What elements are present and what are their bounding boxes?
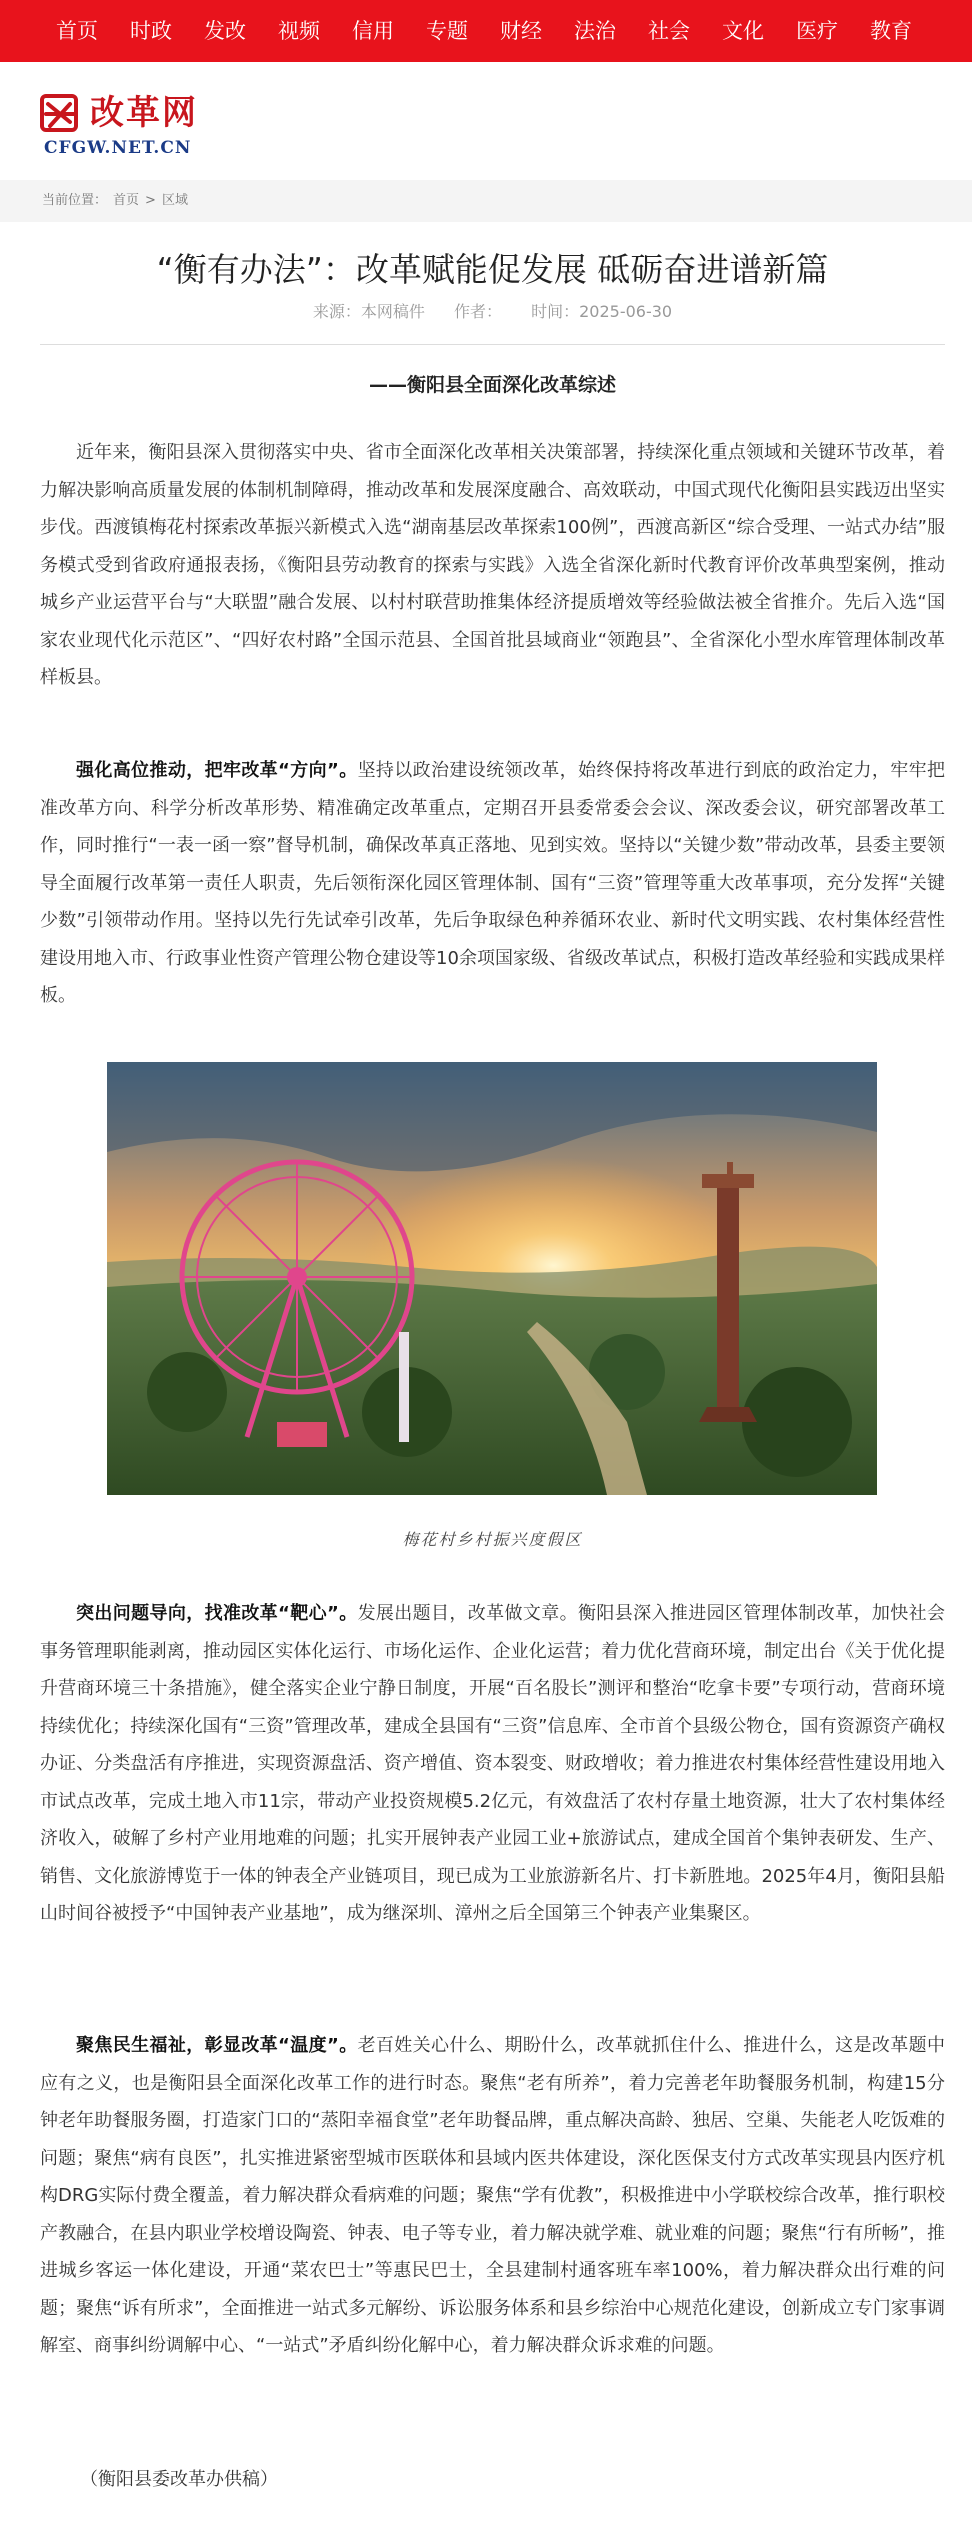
- nav-item-law[interactable]: 法治: [574, 19, 616, 43]
- logo-domain: CFGW.NET.CN: [44, 138, 192, 158]
- nav-item-medical[interactable]: 医疗: [796, 19, 838, 43]
- article-meta: [40, 300, 945, 324]
- logo-emblem-icon: [40, 92, 80, 134]
- top-nav-list: [0, 0, 972, 62]
- breadcrumb: [42, 180, 194, 222]
- paragraph-livelihood: [40, 2027, 945, 2365]
- nav-item-home[interactable]: 首页: [56, 19, 98, 43]
- paragraph-body: 坚持以政治建设统领改革，始终保持将改革进行到底的政治定力，牢牢把准改革方向、科学分析改革形势、精准确定改革重点，定期召开县委常委会会议、深改委会议，研究部署改革工作，同时推行“一表一函一察”督导机制，确保改革真正落地、见到实效。坚持以“关键少数”带动改革，县委主要领导全面履行改革第一责任人职责，先后领衔深化园区管理体制、国有“三资”管理等重大改革事项，充分发挥“关键少数”引领带动作用。坚持以先行先试牵引改革，先后争取绿色种养循环农业、新时代文明实践、农村集体经营性建设用地入市、行政事业性资产管理公物仓建设等10余项国家级、省级改革试点，积极打造改革经验和实践成果样板。: [40, 760, 945, 1006]
- article-footer-source: （衡阳县委改革办供稿）: [80, 2469, 278, 2490]
- nav-item-topics[interactable]: 专题: [426, 19, 468, 43]
- nav-item-society[interactable]: 社会: [648, 19, 690, 43]
- article-photo: [107, 1062, 877, 1495]
- breadcrumb-bar: [0, 180, 972, 222]
- article-subtitle: ——衡阳县全面深化改革综述: [368, 374, 616, 396]
- breadcrumb-home[interactable]: 首页: [113, 193, 140, 208]
- site-header: [0, 62, 972, 180]
- paragraph-lead: 强化高位推动，把牢改革“方向”。: [76, 760, 358, 781]
- photo-caption: 梅花村乡村振兴度假区: [402, 1530, 583, 1549]
- breadcrumb-prefix: 当前位置：: [42, 193, 108, 208]
- nav-item-politics[interactable]: 时政: [130, 19, 172, 43]
- nav-item-credit[interactable]: 信用: [352, 19, 394, 43]
- article-source: 来源：本网稿件: [312, 302, 425, 321]
- paragraph-body: 老百姓关心什么、期盼什么，改革就抓住什么、推进什么，这是改革题中应有之义，也是衡阳县全面深化改革工作的进行时态。聚焦“老有所养”，着力完善老年助餐服务机制，构建15分钟老年助餐服务圈，打造家门口的“蒸阳幸福食堂”老年助餐品牌，重点解决高龄、独居、空巢、失能老人吃饭难的问题；聚焦“病有良医”，扎实推进紧密型城市医联体和县域内医共体建设，深化医保支付方式改革实现县内医疗机构DRG实际付费全覆盖，着力解决群众看病难的问题；聚焦“学有优教”，积极推进中小学联校综合改革，推行职校产教融合，在县内职业学校增设陶瓷、钟表、电子等专业，着力解决就学难、就业难的问题；聚焦“行有所畅”，推进城乡客运一体化建设，开通“菜农巴士”等惠民巴士，全县建制村通客班车率100%，着力解决群众出行难的问题；聚焦“诉有所求”，全面推进一站式多元解纷、诉讼服务体系和县乡综治中心规范化建设，创新成立专门家事调解室、商事纠纷调解中心、“一站式”矛盾纠纷化解中心，着力解决群众诉求难的问题。: [40, 2035, 945, 2356]
- nav-item-video[interactable]: 视频: [278, 19, 320, 43]
- nav-item-development[interactable]: 发改: [204, 19, 246, 43]
- paragraph-intro: 近年来，衡阳县深入贯彻落实中央、省市全面深化改革相关决策部署，持续深化重点领域和关键环节改革，着力解决影响高质量发展的体制机制障碍，推动改革和发展深度融合、高效联动，中国式现代化衡阳县实践迈出坚实步伐。西渡镇梅花村探索改革振兴新模式入选“湖南基层改革探索100例”，西渡高新区“综合受理、一站式办结”服务模式受到省政府通报表扬，《衡阳县劳动教育的探索与实践》入选全省深化新时代教育评价改革典型案例，推动城乡产业运营平台与“大联盟”融合发展、以村村联营助推集体经济提质增效等经验做法被全省推介。先后入选“国家农业现代化示范区”、“四好农村路”全国示范县、全国首批县域商业“领跑县”、全省深化小型水库管理体制改革样板县。: [40, 442, 945, 688]
- logo-name: 改革网: [90, 93, 198, 133]
- top-nav: [0, 0, 972, 62]
- paragraph-direction: [40, 752, 945, 1015]
- paragraph-lead: 聚焦民生福祉，彰显改革“温度”。: [76, 2035, 358, 2056]
- paragraph-lead: 突出问题导向，找准改革“靶心”。: [76, 1603, 358, 1624]
- site-logo[interactable]: [40, 92, 230, 162]
- nav-item-finance[interactable]: 财经: [500, 19, 542, 43]
- article-title: “衡有办法”：改革赋能促发展 砥砺奋进谱新篇: [156, 250, 829, 289]
- ferris-wheel-landscape-image: [107, 1062, 877, 1495]
- title-divider: [40, 344, 945, 345]
- nav-item-education[interactable]: 教育: [870, 19, 912, 43]
- paragraph-body: 发展出题目，改革做文章。衡阳县深入推进园区管理体制改革，加快社会事务管理职能剥离，推动园区实体化运行、市场化运作、企业化运营；着力优化营商环境，制定出台《关于优化提升营商环境三十条措施》，健全落实企业宁静日制度，开展“百名股长”测评和整治“吃拿卡要”专项行动，营商环境持续优化；持续深化国有“三资”管理改革，建成全县国有“三资”信息库、全市首个县级公物仓，国有资源资产确权办证、分类盘活有序推进，实现资源盘活、资产增值、资本裂变、财政增收；着力推进农村集体经营性建设用地入市试点改革，完成土地入市11宗，带动产业投资规模5.2亿元，有效盘活了农村存量土地资源，壮大了农村集体经济收入，破解了乡村产业用地难的问题；扎实开展钟表产业园工业+旅游试点，建成全国首个集钟表研发、生产、销售、文化旅游博览于一体的钟表全产业链项目，现已成为工业旅游新名片、打卡新胜地。2025年4月，衡阳县船山时间谷被授予“中国钟表产业基地”，成为继深圳、漳州之后全国第三个钟表产业集聚区。: [40, 1603, 945, 1924]
- article-author: 作者：: [454, 302, 503, 321]
- nav-item-culture[interactable]: 文化: [722, 19, 764, 43]
- paragraph-problems: [40, 1595, 945, 1933]
- breadcrumb-separator: >: [145, 193, 156, 208]
- breadcrumb-section[interactable]: 区域: [161, 193, 188, 208]
- article-time: 时间：2025-06-30: [531, 302, 673, 321]
